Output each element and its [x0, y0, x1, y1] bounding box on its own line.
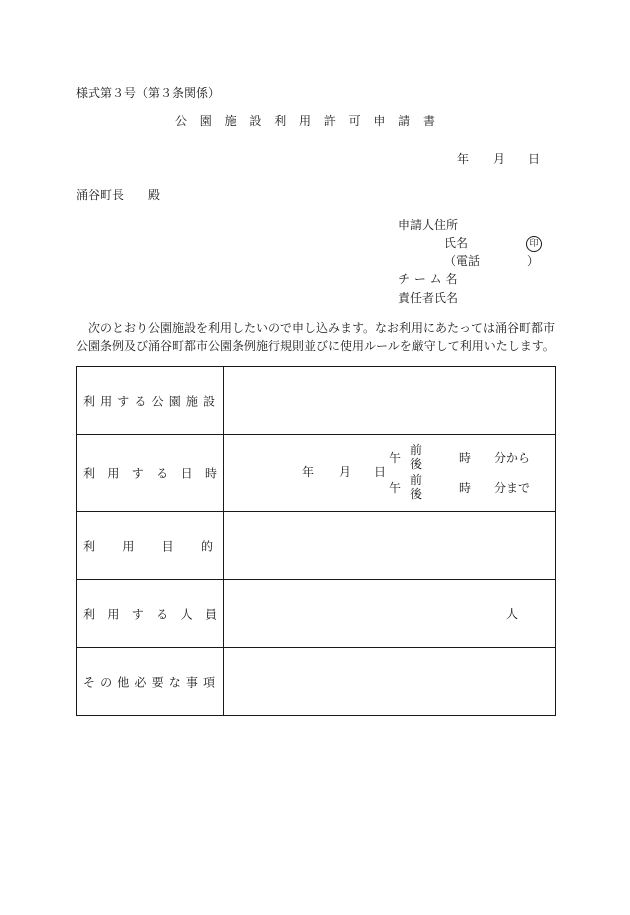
facility-value-cell[interactable]: [224, 367, 556, 435]
dt-gogo-1: 後: [410, 457, 423, 471]
people-value-cell[interactable]: [224, 580, 556, 648]
form-number: 様式第３号（第３条関係）: [76, 86, 221, 100]
title-char: 可: [348, 114, 361, 128]
dt-gogo-2: 後: [410, 487, 423, 501]
title-char: 施: [224, 114, 237, 128]
date-year: 年: [457, 152, 470, 166]
datetime-label: 利 用 す る 日 時: [83, 466, 217, 481]
dt-go-1: 午: [389, 451, 402, 465]
purpose-label: 利 用 目 的: [83, 539, 213, 553]
phone-close: ）: [527, 254, 540, 268]
people-label-cell: [77, 580, 224, 648]
dt-hour-1: 時: [459, 451, 472, 465]
title-char: 許: [323, 114, 336, 128]
facility-label-cell: [77, 367, 224, 435]
people-label: 利 用 す る 人 員: [83, 607, 217, 621]
table-row: [77, 512, 556, 580]
document-title: [175, 114, 435, 128]
title-char: 書: [422, 114, 435, 128]
table-row: [77, 648, 556, 716]
dt-day: 日: [374, 465, 387, 479]
title-char: 園: [199, 114, 212, 128]
dt-hour-2: 時: [459, 481, 472, 495]
table-row: [77, 435, 556, 512]
title-char: 公: [175, 114, 188, 128]
dt-gozen-1: 前: [410, 443, 423, 457]
dt-gozen-2: 前: [410, 473, 423, 487]
body-line: 次のとおり公園施設を利用したいので申し込みます。なお利用にあたっては涌谷町都市: [76, 321, 556, 335]
title-char: 請: [398, 114, 411, 128]
addressee: 涌谷町長 殿: [76, 188, 161, 202]
other-label-cell: [77, 648, 224, 716]
dt-month: 月: [339, 465, 352, 479]
application-table: [76, 366, 556, 716]
body-line: 公園条例及び涌谷町都市公園条例施行規則並びに使用ルールを厳守して利用いたします。: [76, 339, 555, 353]
applicant-address-label: 申請人住所: [398, 218, 459, 232]
purpose-label-cell: [77, 512, 224, 580]
table-row: [77, 580, 556, 648]
dt-until: 分まで: [494, 481, 531, 495]
seal-icon: 印: [526, 236, 542, 252]
title-char: 用: [298, 114, 311, 128]
date-month: 月: [493, 152, 506, 166]
other-value-cell[interactable]: [224, 648, 556, 716]
date-day: 日: [528, 152, 541, 166]
dt-year: 年: [302, 465, 315, 479]
table-row: [77, 367, 556, 435]
seal-mark: [526, 235, 542, 252]
team-name-label: チ ー ム 名: [398, 272, 458, 286]
purpose-value-cell[interactable]: [224, 512, 556, 580]
applicant-name-label: 氏名: [444, 236, 469, 250]
people-unit: 人: [506, 607, 519, 621]
datetime-value-cell[interactable]: [224, 435, 556, 512]
datetime-label-cell: [77, 435, 224, 512]
title-char: 利: [274, 114, 287, 128]
body-paragraph: [76, 319, 555, 355]
dt-go-2: 午: [389, 481, 402, 495]
facility-label: 利 用 す る 公 園 施 設: [83, 394, 215, 408]
dt-from: 分から: [494, 451, 531, 465]
title-char: 申: [373, 114, 386, 128]
title-char: 設: [249, 114, 262, 128]
phone-open: （電話: [444, 254, 481, 268]
other-label: そ の 他 必 要 な 事 項: [83, 675, 215, 689]
responsible-name-label: 責任者氏名: [398, 291, 459, 305]
